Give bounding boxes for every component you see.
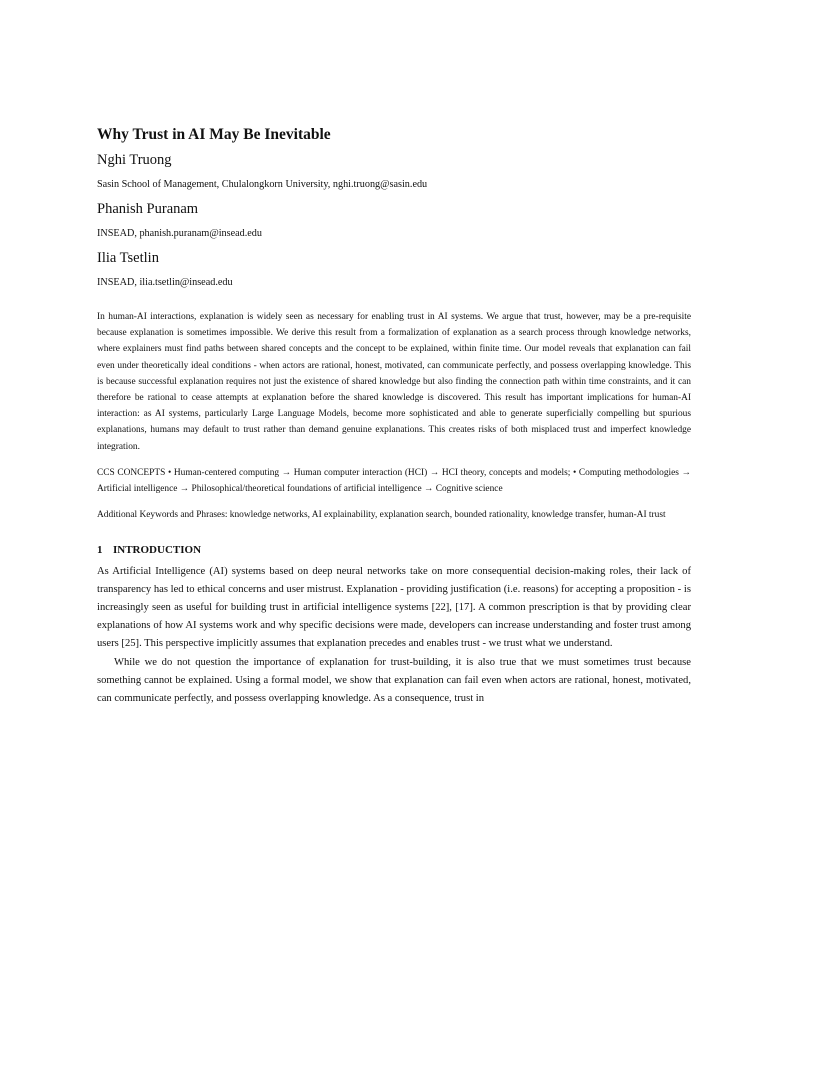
author-affiliation-2: INSEAD, phanish.puranam@insead.edu xyxy=(97,228,262,239)
section-title: INTRODUCTION xyxy=(113,544,202,557)
section-heading xyxy=(97,543,691,557)
paper-page xyxy=(97,125,691,708)
ccs-concepts: CCS CONCEPTS • Human-centered computing → Human computer interaction (HCI) → HCI theory, concepts and models; • Computing methodologies → Artificial intelligence → Philosophical/theoretical foundations of artificial intelligence → Cognitive science xyxy=(97,467,691,495)
author-affiliation-3: INSEAD, ilia.tsetlin@insead.edu xyxy=(97,277,233,288)
author-affiliation-1: Sasin School of Management, Chulalongkorn University, nghi.truong@sasin.edu xyxy=(97,179,428,190)
intro-paragraph-1: As Artificial Intelligence (AI) systems based on deep neural networks take on more consequential decision-making roles, their lack of transparency has led to ethical concerns and user mistrust. Explanation - providing justification (i.e. reasons) for accepting a proposition - is increasingly seen as useful for building trust in artificial intelligence systems [22], [17]. A common prescription is that by providing clear explanations of how AI systems work and why specific decisions were made, developers can increase understanding and foster trust among users [25]. This perspective implicitly assumes that explanation precedes and enables trust - we trust what we understand. xyxy=(97,566,691,650)
keywords: Additional Keywords and Phrases: knowledge networks, AI explainability, explanation search, bounded rationality, knowledge transfer, human-AI trust xyxy=(97,510,666,521)
author-name-3: Ilia Tsetlin xyxy=(97,250,159,266)
section-number: 1 xyxy=(97,544,103,557)
abstract: In human-AI interactions, explanation is widely seen as necessary for enabling trust in AI systems. We argue that trust, however, may be a pre-requisite because explanation is sometimes impossible. We derive this result from a formalization of explanation as a search process through knowledge networks, where explainers must find paths between shared concepts and the concept to be explained, within finite time. Our model reveals that explanation can fail even under theoretically ideal conditions - when actors are rational, honest, motivated, can communicate perfectly, and possess overlapping knowledge. This is because successful explanation requires not just the existence of shared knowledge but also finding the connection path within time constraints, and it can therefore be rational to cease attempts at explanation before the shared knowledge is discovered. This result has important implications for human-AI interaction: as AI systems, particularly Large Language Models, become more sophisticated and able to generate superficially compelling but spurious explanations, humans may default to trust rather than demand genuine explanations. This creates risks of both misplaced trust and imperfect knowledge integration. xyxy=(97,312,691,452)
author-name-1: Nghi Truong xyxy=(97,152,172,168)
intro-paragraph-2: While we do not question the importance of explanation for trust-building, it is also true that we must sometimes trust because something cannot be explained. Using a formal model, we show that explanation can fail even when actors are rational, honest, motivated, can communicate perfectly, and possess overlapping knowledge. As a consequence, trust in xyxy=(97,657,691,705)
author-name-2: Phanish Puranam xyxy=(97,201,199,217)
paper-title: Why Trust in AI May Be Inevitable xyxy=(97,126,331,143)
